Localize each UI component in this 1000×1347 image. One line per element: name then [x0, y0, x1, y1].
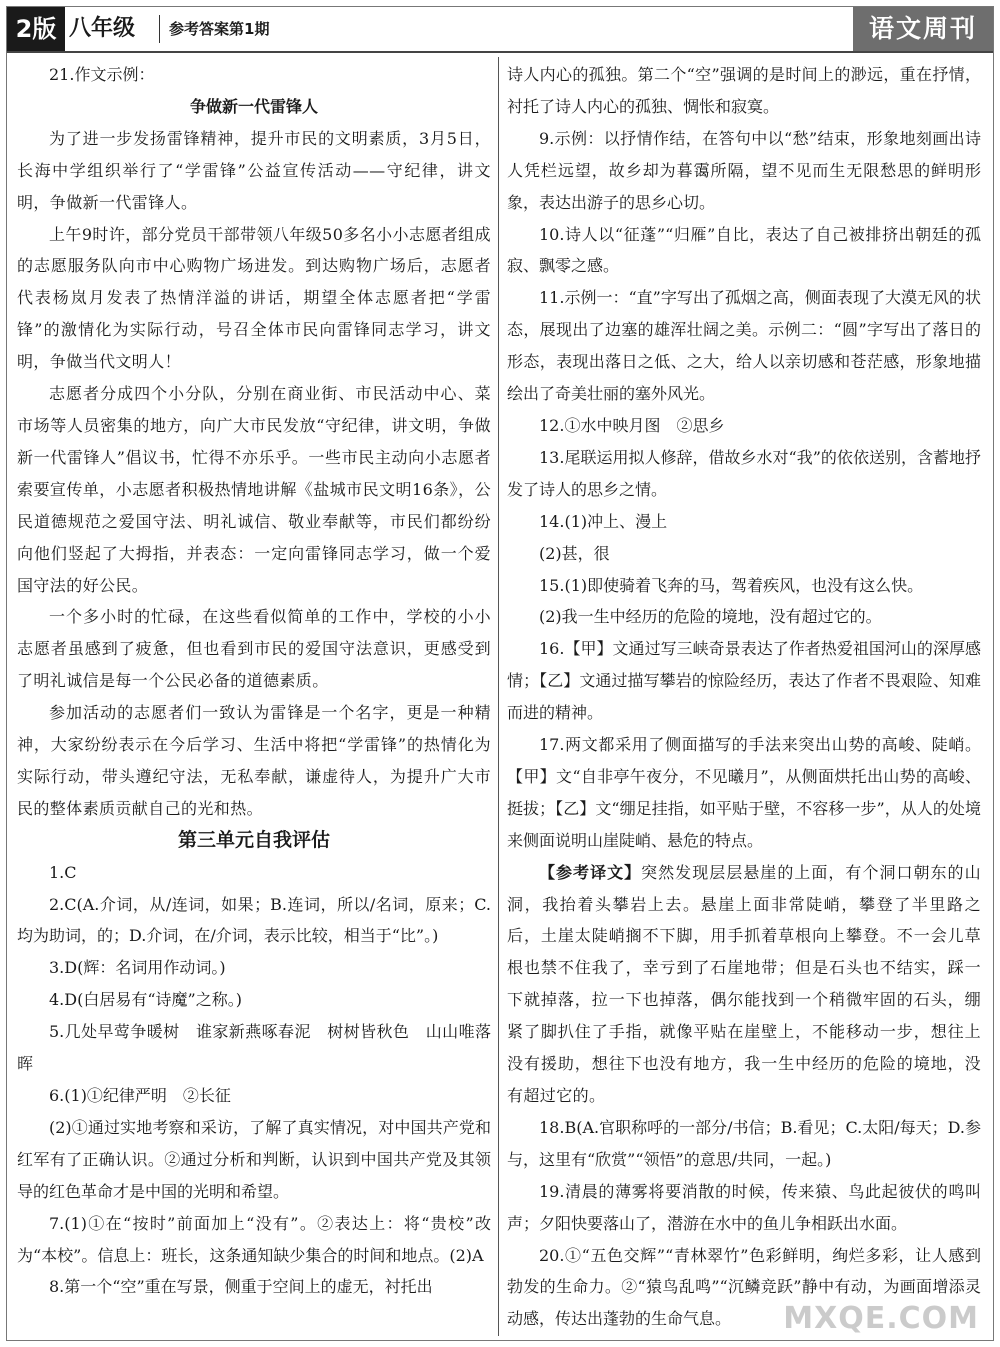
essay-paragraph: 志愿者分成四个小分队，分别在商业街、市民活动中心、菜市场等人员密集的地方，向广大市民发放“守纪律，讲文明，争做新一代雷锋人”倡议书，忙得不亦乐乎。一些市民主动向小志愿者索要宣传单，小志愿者积极热情地讲解《盐城市民文明16条》，公民道德规范之爱国守法、明礼诚信、敬业奉献等，市民们都纷纷向他们竖起了大拇指，并表态：一定向雷锋同志学习，做一个爱国守法的好公民。 [17, 384, 491, 595]
essay-paragraph: 参加活动的志愿者们一致认为雷锋是一个名字，更是一种精神，大家纷纷表示在今后学习、生活中将把“学雷锋”的热情化为实际行动，带头遵纪守法，无私奉献，谦虚待人，为提升广大市民的整体素质贡献自己的光和热。 [17, 703, 491, 818]
answer-8: 8.第一个“空”重在写景，侧重于空间上的虚无，衬托出 [49, 1277, 433, 1297]
translation-text: 突然发现层层悬崖的上面，有个洞口朝东的山洞，我抬着头攀岩上去。悬崖上面非常陡峭，攀登了半里路之后，土崖太陡峭搁不下脚，用手抓着草根向上攀登。不一会儿草根也禁不住我了，幸亏到了石崖地带；但是石头也不结实，踩一下就掉落，拉一下也掉落，偶尔能找到一个稍微牢固的石头，绷紧了脚扒住了手指，就像平贴在崖壁上，不能移动一步，想往上没有援助，想往下也没有地方，我一生中经历的危险的境地，没有超过它的。 [507, 862, 981, 1105]
watermark: MXQE.COM [783, 1301, 979, 1336]
essay-paragraph: 一个多小时的忙碌，在这些看似简单的工作中，学校的小小志愿者虽感到了疲惫，但也看到市民的爱国守法意识，更感受到了明礼诚信是每一个公民必备的道德素质。 [17, 607, 491, 691]
answer-20: 20.①“五色交辉”“青林翠竹”色彩鲜明，绚烂多彩，让人感到勃发的生命力。②“猿鸟乱鸣”“沉鳞竞跃”静中有动，为画面增添灵动感，传达出蓬勃的生命气息。 [507, 1245, 981, 1329]
answer-15-part1: 15.(1)即使骑着飞奔的马，驾着疾风，也没有这么快。 [539, 575, 924, 595]
answer-14-part1: 14.(1)冲上、漫上 [539, 511, 668, 531]
translation-label: 【参考译文】 [539, 862, 642, 882]
answer-17: 17.两文都采用了侧面描写的手法来突出山势的高峻、陡峭。【甲】文“自非亭午夜分，不见曦月”，从侧面烘托出山势的高峻、挺拔；【乙】文“绷足挂指，如平贴于壁，不容移一步”，从人的处境来侧面说明山崖陡峭、悬危的特点。 [507, 735, 981, 850]
paper-name-badge: 语文周刊 [853, 7, 993, 51]
issue-label: 参考答案第1期 [169, 20, 270, 38]
answer-13: 13.尾联运用拟人修辞，借故乡水对“我”的依依送别，含蓄地抒发了诗人的思乡之情。 [507, 447, 981, 499]
answer-9: 9.示例：以抒情作结，在答句中以“愁”结束，形象地刻画出诗人凭栏远望，故乡却为暮霭所隔，望不见而生无限愁思的鲜明形象，表达出游子的思乡心切。 [507, 128, 981, 212]
essay-paragraph: 为了进一步发扬雷锋精神，提升市民的文明素质，3月5日，长海中学组织举行了“学雷锋”公益宣传活动——守纪律，讲文明，争做新一代雷锋人。 [17, 128, 491, 212]
answer-4: 4.D(白居易有“诗魔”之称。) [49, 990, 242, 1010]
answer-19: 19.清晨的薄雾将要消散的时候，传来猿、鸟此起彼伏的鸣叫声；夕阳快要落山了，潜游在水中的鱼儿争相跃出水面。 [507, 1181, 981, 1233]
answer-11: 11.示例一：“直”字写出了孤烟之高，侧面表现了大漠无风的状态，展现出了边塞的雄浑壮阔之美。示例二：“圆”字写出了落日的形态，表现出落日之低、之大，给人以亲切感和苍茫感，形象地描绘出了奇美壮丽的塞外风光。 [507, 288, 981, 404]
answer-15-part2: (2)我一生中经历的危险的境地，没有超过它的。 [539, 607, 882, 627]
answer-3: 3.D(辉：名词用作动词。) [49, 958, 226, 978]
reference-translation [507, 857, 981, 1112]
answer-2: 2.C(A.介词，从/连词，如果；B.连词，所以/名词，原来；C.均为助词，的；D.介词，在/介词，表示比较，相当于“比”。) [17, 894, 491, 946]
left-column [17, 59, 491, 1332]
answer-10: 10.诗人以“征蓬”“归雁”自比，表达了自己被排挤出朝廷的孤寂、飘零之感。 [507, 224, 981, 276]
section-title: 第三单元自我评估 [177, 828, 330, 851]
answer-14-part2: (2)甚，很 [539, 543, 610, 563]
answer-7: 7.(1)①在“按时”前面加上“没有”。②表达上：将“贵校”改为“本校”。信息上：班长，这条通知缺少集合的时间和地点。(2)A [17, 1213, 491, 1265]
masthead-divider [159, 15, 160, 43]
answer-6-part1: 6.(1)①纪律严明 ②长征 [49, 1086, 231, 1105]
newspaper-page [6, 6, 994, 1341]
q21-label: 21.作文示例： [49, 65, 155, 84]
answer-5: 5.几处早莺争暖树 谁家新燕啄春泥 树树皆秋色 山山唯落晖 [17, 1022, 491, 1074]
column-divider [498, 57, 499, 1336]
essay-paragraph: 上午9时许，部分党员干部带领八年级50多名小小志愿者组成的志愿服务队向市中心购物广场进发。到达购物广场后，志愿者代表杨岚月发表了热情洋溢的讲话，期望全体志愿者把“学雷锋”的激情化为实际行动，号召全体市民向雷锋同志学习，讲文明，争做当代文明人！ [17, 224, 491, 372]
answer-8-continued: 诗人内心的孤独。第二个“空”强调的是时间上的渺远，重在抒情，衬托了诗人内心的孤独、惆怅和寂寞。 [507, 65, 981, 116]
answer-16: 16.【甲】文通过写三峡奇景表达了作者热爱祖国河山的深厚感情；【乙】文通过描写攀岩的惊险经历，表达了作者不畏艰险、知难而进的精神。 [507, 639, 981, 723]
masthead [7, 7, 993, 53]
right-column [507, 59, 981, 1332]
answer-12: 12.①水中映月图 ②思乡 [539, 415, 725, 435]
answer-6-part2: (2)①通过实地考察和采访，了解了真实情况，对中国共产党和红军有了正确认识。②通过分析和判断，认识到中国共产党及其领导的红色革命才是中国的光明和希望。 [17, 1117, 491, 1201]
answer-1: 1.C [49, 862, 77, 882]
grade-label: 八年级 [69, 16, 136, 41]
answer-18: 18.B(A.官职称呼的一部分/书信；B.看见；C.太阳/每天；D.参与，这里有“欣赏”“领悟”的意思/共同，一起。) [507, 1117, 981, 1169]
page-number-badge: 2版 [7, 7, 65, 51]
essay-title: 争做新一代雷锋人 [189, 96, 318, 116]
